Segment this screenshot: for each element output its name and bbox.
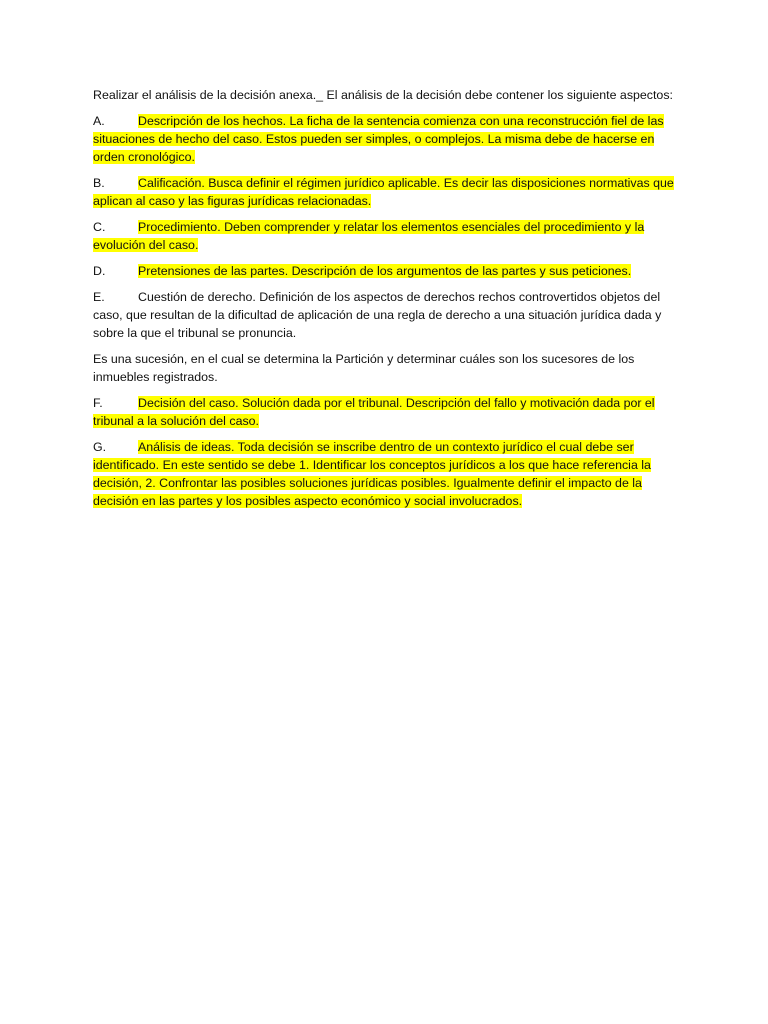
- item-text-highlighted: Pretensiones de las partes. Descripción de los argumentos de las partes y sus peticiones.: [138, 264, 632, 278]
- item-letter: D.: [93, 264, 106, 278]
- item-text-highlighted: Descripción de los hechos. La ficha de la sentencia comienza con una reconstrucción fiel de las situaciones de hecho del caso. Estos pueden ser simples, o complejos. La misma debe de hacerse en orden cronológico.: [93, 114, 664, 164]
- item-letter: B.: [93, 176, 105, 190]
- list-item-b: [93, 174, 678, 210]
- document-body: [93, 86, 678, 518]
- list-item-f: [93, 394, 678, 430]
- item-letter: F.: [93, 396, 103, 410]
- item-text-highlighted: Procedimiento. Deben comprender y relatar los elementos esenciales del procedimiento y la evolución del caso.: [93, 220, 645, 252]
- item-text-highlighted: Calificación. Busca definir el régimen jurídico aplicable. Es decir las disposiciones normativas que aplican al caso y las figuras jurídicas relacionadas.: [93, 176, 674, 208]
- list-item-c: [93, 218, 678, 254]
- item-letter: A.: [93, 114, 105, 128]
- note-paragraph: Es una sucesión, en el cual se determina la Partición y determinar cuáles son los sucesores de los inmuebles registrados.: [93, 352, 635, 384]
- list-item-a: [93, 112, 678, 166]
- item-text-highlighted: Análisis de ideas. Toda decisión se inscribe dentro de un contexto jurídico el cual debe ser identificado. En este sentido se debe 1. Identificar los conceptos jurídicos a los que hace referencia la decisión, 2. Confrontar las posibles soluciones jurídicas posibles. Igualmente definir el impacto de la decisión en las partes y los posibles aspecto económico y social involucrados.: [93, 440, 651, 508]
- list-item-e: [93, 288, 678, 342]
- item-text: Cuestión de derecho. Definición de los aspectos de derechos rechos controvertidos objetos del caso, que resultan de la dificultad de aplicación de una regla de derecho a una situación jurídica dada y sobre la que el tribunal se pronuncia.: [93, 290, 662, 340]
- list-item-g: [93, 438, 678, 510]
- intro-paragraph: Realizar el análisis de la decisión anexa._ El análisis de la decisión debe contener los siguiente aspectos:: [93, 88, 673, 102]
- list-item-d: [93, 262, 678, 280]
- item-text-highlighted: Decisión del caso. Solución dada por el tribunal. Descripción del fallo y motivación dada por el tribunal a la solución del caso.: [93, 396, 655, 428]
- item-letter: C.: [93, 220, 106, 234]
- item-letter: G.: [93, 440, 107, 454]
- item-letter: E.: [93, 290, 105, 304]
